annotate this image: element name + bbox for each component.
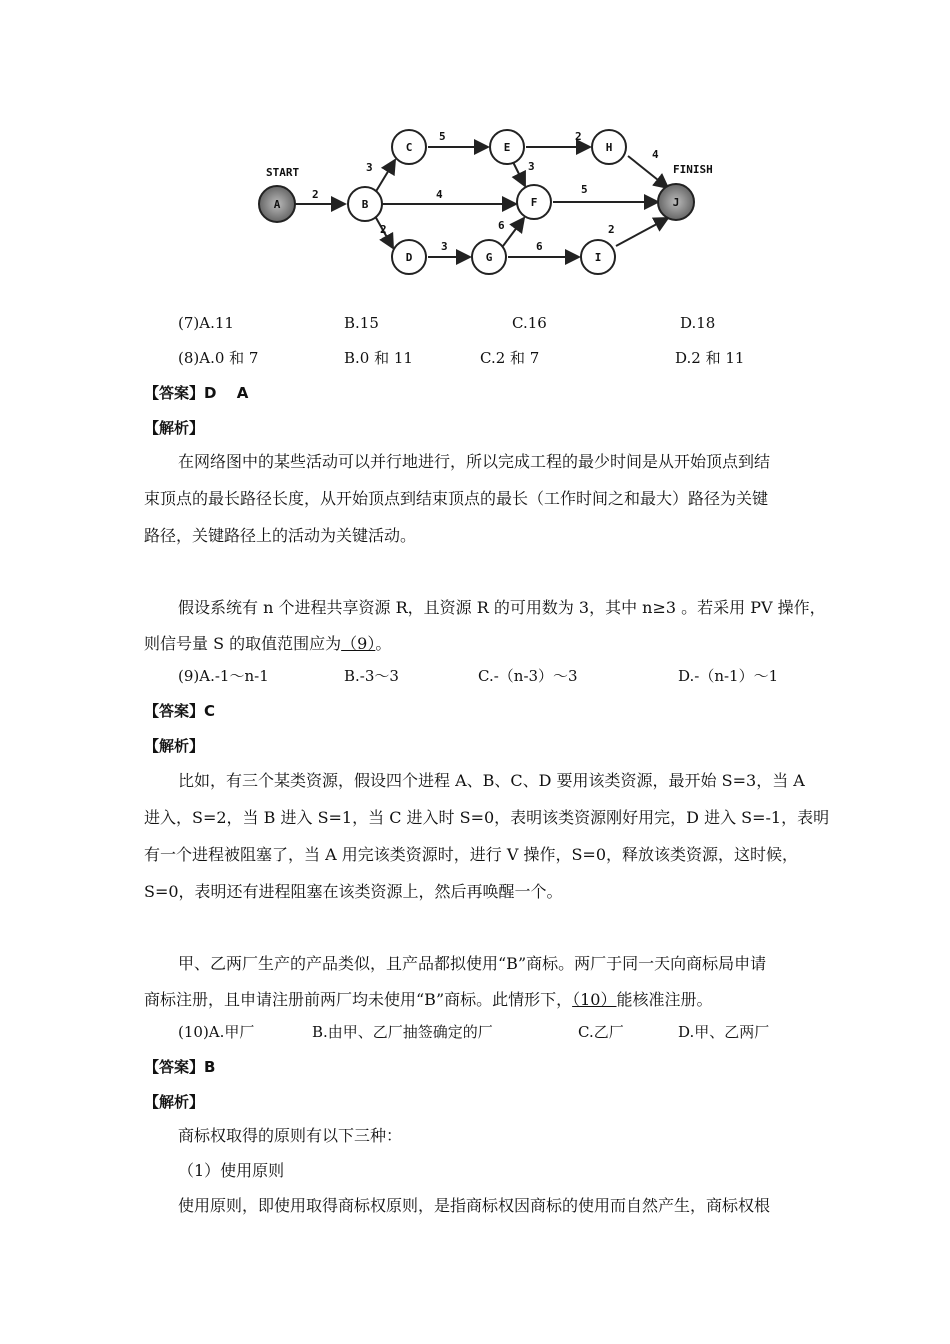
q7-option-b: B.15 [344, 314, 379, 332]
answer-1-value: D A [204, 384, 249, 402]
weight-h-j: 4 [652, 148, 659, 161]
explanation-3-line-1: 商标权取得的原则有以下三种： [178, 1126, 403, 1145]
edge-e-f [513, 162, 525, 186]
q8-option-d: D.2 和 11 [675, 349, 745, 367]
node-g-label: G [485, 251, 493, 264]
answer-1-tag: 【答案】 [144, 384, 205, 402]
weight-c-e: 5 [439, 130, 446, 143]
q10-blank: （10） [572, 990, 617, 1009]
answer-2-tag: 【答案】 [144, 702, 205, 720]
answer-3 [144, 1048, 814, 1086]
q9-line-2-end: 。 [375, 634, 392, 653]
node-e-label: E [503, 141, 511, 154]
q10-option-b: B.由甲、乙厂抽签确定的厂 [312, 1023, 493, 1041]
q9-blank: （9） [341, 634, 376, 653]
explanation-2-line-4: S=0，表明还有进程阻塞在该类资源上，然后再唤醒一个。 [144, 882, 563, 901]
q8-option-b: B.0 和 11 [344, 349, 413, 367]
answer-3-value: B [204, 1058, 216, 1076]
q9-line-2 [144, 625, 814, 662]
explanation-2-tag: 【解析】 [144, 737, 205, 755]
answer-2 [144, 692, 814, 730]
explanation-1-line-2: 束顶点的最长路径长度，从开始顶点到结束顶点的最长（工作时间之和最大）路径为关键 [144, 489, 769, 508]
q10-option-c: C.乙厂 [578, 1023, 624, 1041]
weight-g-f: 6 [498, 219, 505, 232]
explanation-3-line-3: 使用原则，即使用取得商标权原则，是指商标权因商标的使用而自然产生，商标权根 [178, 1196, 771, 1215]
network-diagram [248, 118, 713, 288]
q9-option-c: C.-（n-3）～3 [478, 667, 578, 685]
weight-d-g: 3 [441, 240, 448, 253]
explanation-1-tag: 【解析】 [144, 419, 205, 437]
node-c-label: C [405, 141, 413, 154]
weight-b-f: 4 [436, 188, 443, 201]
q9-option-a: (9)A.-1～n-1 [178, 667, 269, 685]
q10-line-1: 甲、乙两厂生产的产品类似，且产品都拟使用“B”商标。两厂于同一天向商标局申请 [178, 954, 767, 973]
q9-option-d: D.-（n-1）～1 [678, 667, 779, 685]
start-label: START [266, 166, 300, 179]
explanation-2-heading [144, 727, 814, 765]
weight-f-j: 5 [581, 183, 588, 196]
q7-option-d: D.18 [680, 314, 716, 332]
node-f-label: F [530, 196, 538, 209]
node-i-label: I [594, 251, 602, 264]
weight-a-b: 2 [312, 188, 319, 201]
q9-option-b: B.-3～3 [344, 667, 399, 685]
edge-g-f [503, 218, 524, 246]
q9-line-2-text: 则信号量 S 的取值范围应为 [144, 634, 342, 653]
q9-line-1: 假设系统有 n 个进程共享资源 R，且资源 R 的可用数为 3，其中 n≥3 。若采用 PV 操作， [178, 598, 826, 617]
q10-line-2 [144, 981, 814, 1018]
edge-h-j [628, 156, 668, 188]
weight-g-i: 6 [536, 240, 543, 253]
explanation-3-tag: 【解析】 [144, 1093, 205, 1111]
node-j-label: J [672, 196, 680, 209]
explanation-1-line-1: 在网络图中的某些活动可以并行地进行，所以完成工程的最少时间是从开始顶点到结 [178, 452, 771, 471]
node-d-label: D [405, 251, 413, 264]
node-h-label: H [605, 141, 613, 154]
q7-option-a: (7)A.11 [178, 314, 234, 332]
weight-e-f: 3 [528, 160, 535, 173]
explanation-2-line-2: 进入，S=2，当 B 进入 S=1，当 C 进入时 S=0，表明该类资源刚好用完，D 进入 S=-1，表明 [144, 808, 830, 827]
explanation-1-line-3: 路径，关键路径上的活动为关键活动。 [144, 526, 417, 545]
explanation-3-line-2: （1）使用原则 [178, 1161, 285, 1180]
node-a-label: A [273, 198, 281, 211]
edge-b-c [375, 160, 395, 193]
q10-option-d: D.甲、乙两厂 [678, 1023, 770, 1041]
weight-i-j: 2 [608, 223, 615, 236]
q10-line-2-end: 能核准注册。 [616, 990, 713, 1009]
answer-3-tag: 【答案】 [144, 1058, 205, 1076]
finish-label: FINISH [673, 163, 713, 176]
explanation-2-line-3: 有一个进程被阻塞了，当 A 用完该类资源时，进行 V 操作，S=0，释放该类资源，这时候， [144, 845, 799, 864]
weight-b-c: 3 [366, 161, 373, 174]
weight-e-h: 2 [575, 130, 582, 143]
node-b-label: B [361, 198, 369, 211]
edge-i-j [616, 218, 668, 246]
q10-line-2-text: 商标注册，且申请注册前两厂均未使用“B”商标。此情形下， [144, 990, 573, 1009]
q8-option-a: (8)A.0 和 7 [178, 349, 259, 367]
q8-option-c: C.2 和 7 [480, 349, 540, 367]
weight-b-d: 2 [380, 223, 387, 236]
explanation-1-heading [144, 409, 814, 447]
answer-1 [144, 374, 814, 412]
explanation-2-line-1: 比如，有三个某类资源，假设四个进程 A、B、C、D 要用该类资源，最开始 S=3，当 A [178, 771, 805, 790]
q10-option-a: (10)A.甲厂 [178, 1023, 255, 1041]
q7-option-c: C.16 [512, 314, 547, 332]
answer-2-value: C [204, 702, 216, 720]
explanation-3-heading [144, 1083, 814, 1121]
